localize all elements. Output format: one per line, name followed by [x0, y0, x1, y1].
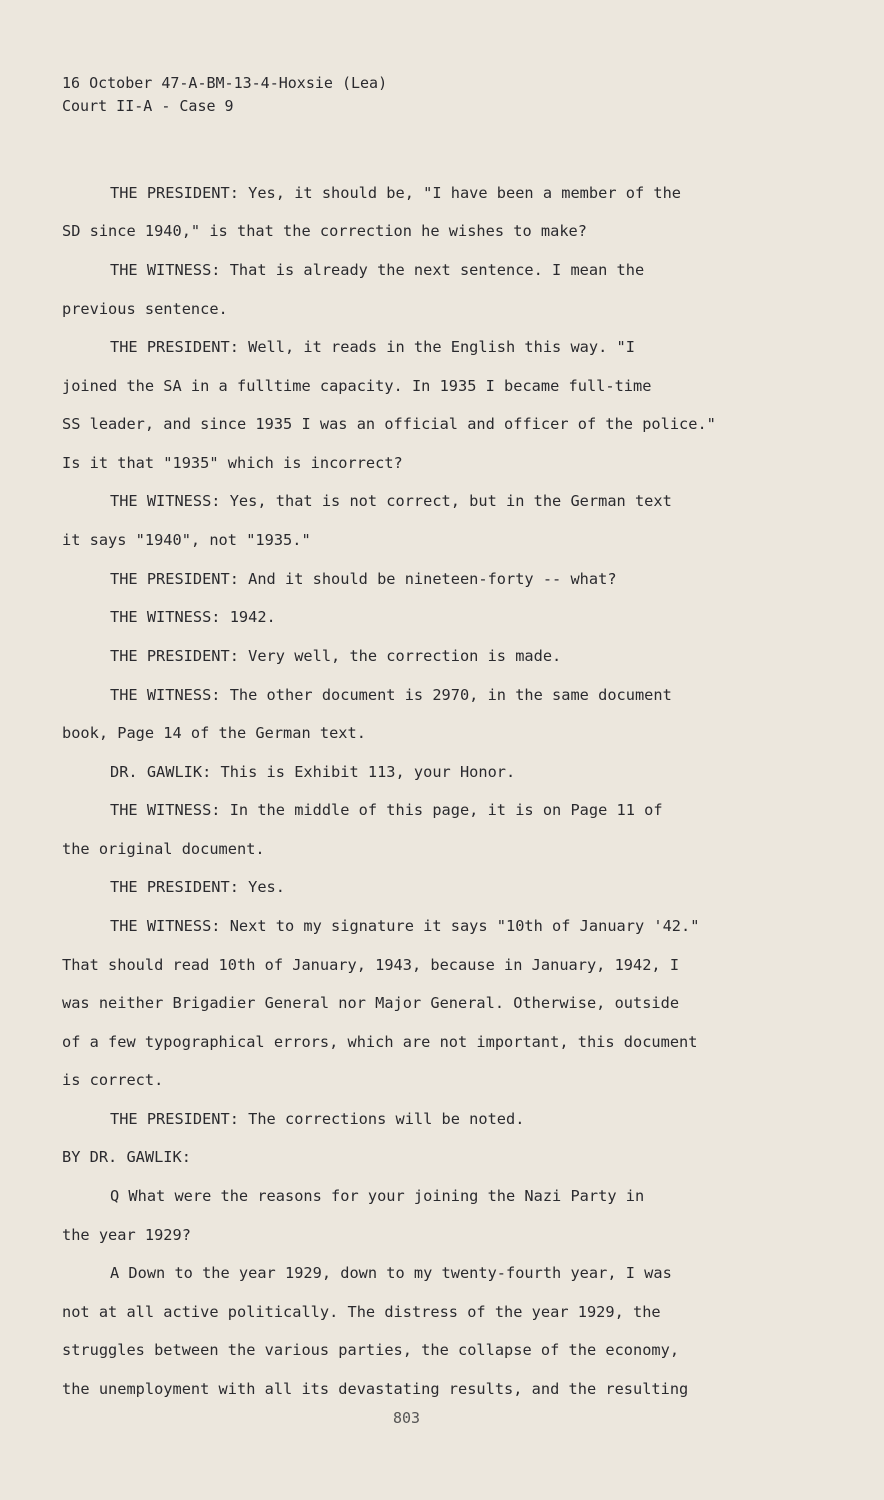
- transcript-line: THE WITNESS: 1942.: [110, 608, 276, 626]
- transcript-line: SD since 1940," is that the correction he wishes to make?: [62, 222, 587, 240]
- transcript-line: THE PRESIDENT: Very well, the correction is made.: [110, 647, 562, 665]
- page-number: 803: [393, 1409, 421, 1427]
- transcript-line: THE WITNESS: In the middle of this page, it is on Page 11 of: [110, 801, 663, 819]
- transcript-line: the original document.: [62, 840, 265, 858]
- transcript-line: is correct.: [62, 1071, 164, 1089]
- transcript-line: Is it that "1935" which is incorrect?: [62, 454, 403, 472]
- transcript-line: not at all active politically. The distress of the year 1929, the: [62, 1303, 661, 1321]
- transcript-line: THE PRESIDENT: Yes.: [110, 878, 285, 896]
- transcript-line: THE WITNESS: Next to my signature it says "10th of January '42.": [110, 917, 700, 935]
- transcript-line: of a few typographical errors, which are not important, this document: [62, 1033, 698, 1051]
- transcript-line: THE PRESIDENT: The corrections will be noted.: [110, 1110, 525, 1128]
- transcript-line: THE PRESIDENT: And it should be nineteen-forty -- what?: [110, 570, 617, 588]
- transcript-line: THE PRESIDENT: Yes, it should be, "I have been a member of the: [110, 184, 681, 202]
- transcript-line: the year 1929?: [62, 1226, 191, 1244]
- transcript-line: SS leader, and since 1935 I was an official and officer of the police.": [62, 415, 716, 433]
- transcript-line: A Down to the year 1929, down to my twenty-fourth year, I was: [110, 1264, 672, 1282]
- transcript-line: was neither Brigadier General nor Major General. Otherwise, outside: [62, 994, 680, 1012]
- document-header: [62, 72, 387, 118]
- transcript-line: THE WITNESS: Yes, that is not correct, but in the German text: [110, 492, 672, 510]
- transcript-line: THE WITNESS: That is already the next sentence. I mean the: [110, 261, 645, 279]
- transcript-line: THE PRESIDENT: Well, it reads in the English this way. "I: [110, 338, 635, 356]
- transcript-line: Q What were the reasons for your joining the Nazi Party in: [110, 1187, 645, 1205]
- transcript-line: it says "1940", not "1935.": [62, 531, 311, 549]
- header-court-line: Court II-A - Case 9: [62, 97, 234, 115]
- transcript-line: struggles between the various parties, the collapse of the economy,: [62, 1341, 680, 1359]
- transcript-line: That should read 10th of January, 1943, because in January, 1942, I: [62, 956, 680, 974]
- transcript-line: BY DR. GAWLIK:: [62, 1148, 191, 1166]
- transcript-line: joined the SA in a fulltime capacity. In 1935 I became full-time: [62, 377, 652, 395]
- header-session-line: 16 October 47-A-BM-13-4-Hoxsie (Lea): [62, 74, 388, 92]
- transcript-line: previous sentence.: [62, 300, 228, 318]
- transcript-line: the unemployment with all its devastating results, and the resulting: [62, 1380, 689, 1398]
- transcript-line: book, Page 14 of the German text.: [62, 724, 366, 742]
- transcript-line: THE WITNESS: The other document is 2970, in the same document: [110, 686, 672, 704]
- transcript-line: DR. GAWLIK: This is Exhibit 113, your Honor.: [110, 763, 516, 781]
